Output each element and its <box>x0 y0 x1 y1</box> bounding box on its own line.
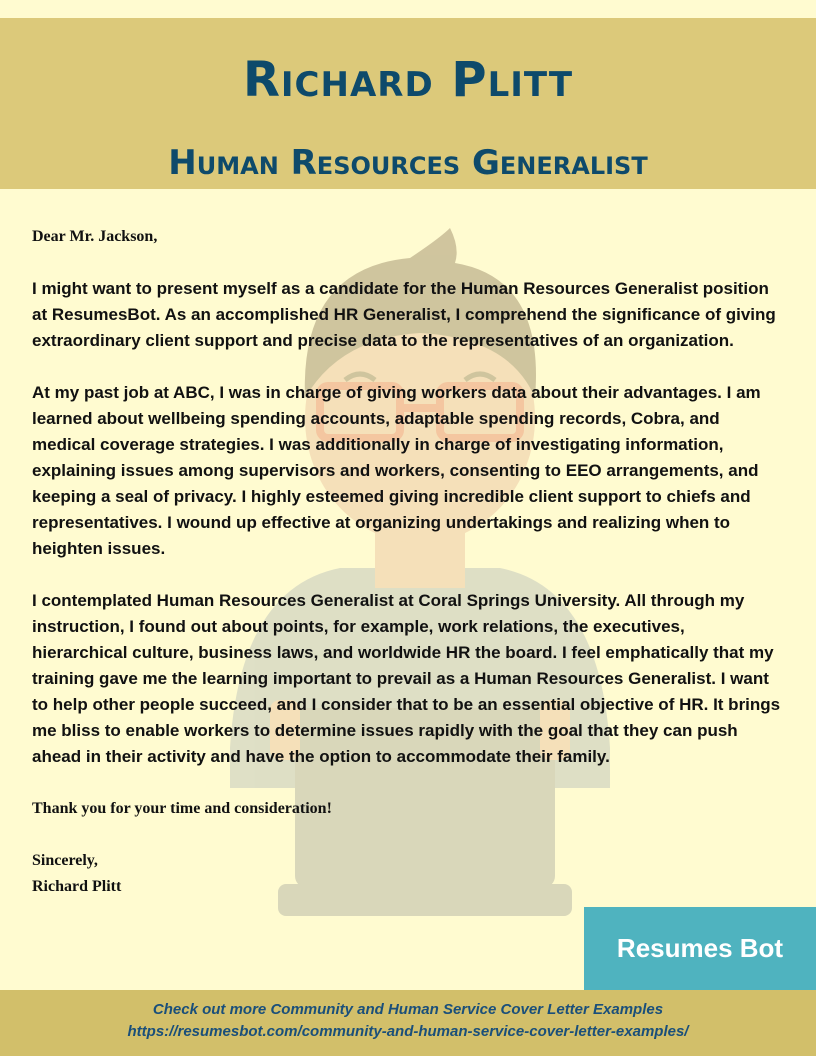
letter-paragraph: At my past job at ABC, I was in charge of giving workers data about their advantages. I am learned about wellbeing spending accounts, adaptable spending records, Cobra, and medical coverage strategies. I was additionally in charge of investigating information, explaining issues among supervisors and workers, consenting to EEO arrangements, and keeping a seal of privacy. I highly esteemed giving incredible client support to chiefs and representatives. I wound up effective at organizing undertakings and realizing when to heighten issues. <box>32 383 761 558</box>
closing: Sincerely, <box>32 852 98 869</box>
signature: Richard Plitt <box>32 878 122 895</box>
cover-letter-body <box>32 224 782 900</box>
footer-link[interactable]: https://resumesbot.com/community-and-human-service-cover-letter-examples/ <box>127 1023 689 1040</box>
salutation: Dear Mr. Jackson, <box>32 228 158 245</box>
thank-you-line: Thank you for your time and consideration! <box>32 800 332 817</box>
footer-tagline: Check out more Community and Human Service Cover Letter Examples <box>152 1001 664 1018</box>
footer-banner <box>0 990 816 1056</box>
candidate-name: Richard Plitt <box>242 52 574 108</box>
letter-paragraph: I contemplated Human Resources Generalist at Coral Springs University. All through my instruction, I found out about points, for example, work relations, the executives, hierarchical culture, business laws, and worldwide HR the board. I feel emphatically that my training gave me the learning important to prevail as a Human Resources Generalist. I want to help other people succeed, and I consider that to be an essential objective of HR. It brings me bliss to enable workers to determine issues rapidly with the goal that they can push ahead in their activity and have the option to accommodate their family. <box>32 591 781 766</box>
job-title: Human Resources Generalist <box>168 143 648 183</box>
letter-paragraph: I might want to present myself as a candidate for the Human Resources Generalist position at ResumesBot. As an accomplished HR Generalist, I comprehend the significance of giving extraordinary client support and precise data to the representatives of an organization. <box>32 279 776 350</box>
resumes-bot-badge[interactable]: Resumes Bot <box>584 907 816 990</box>
header-banner <box>0 18 816 189</box>
